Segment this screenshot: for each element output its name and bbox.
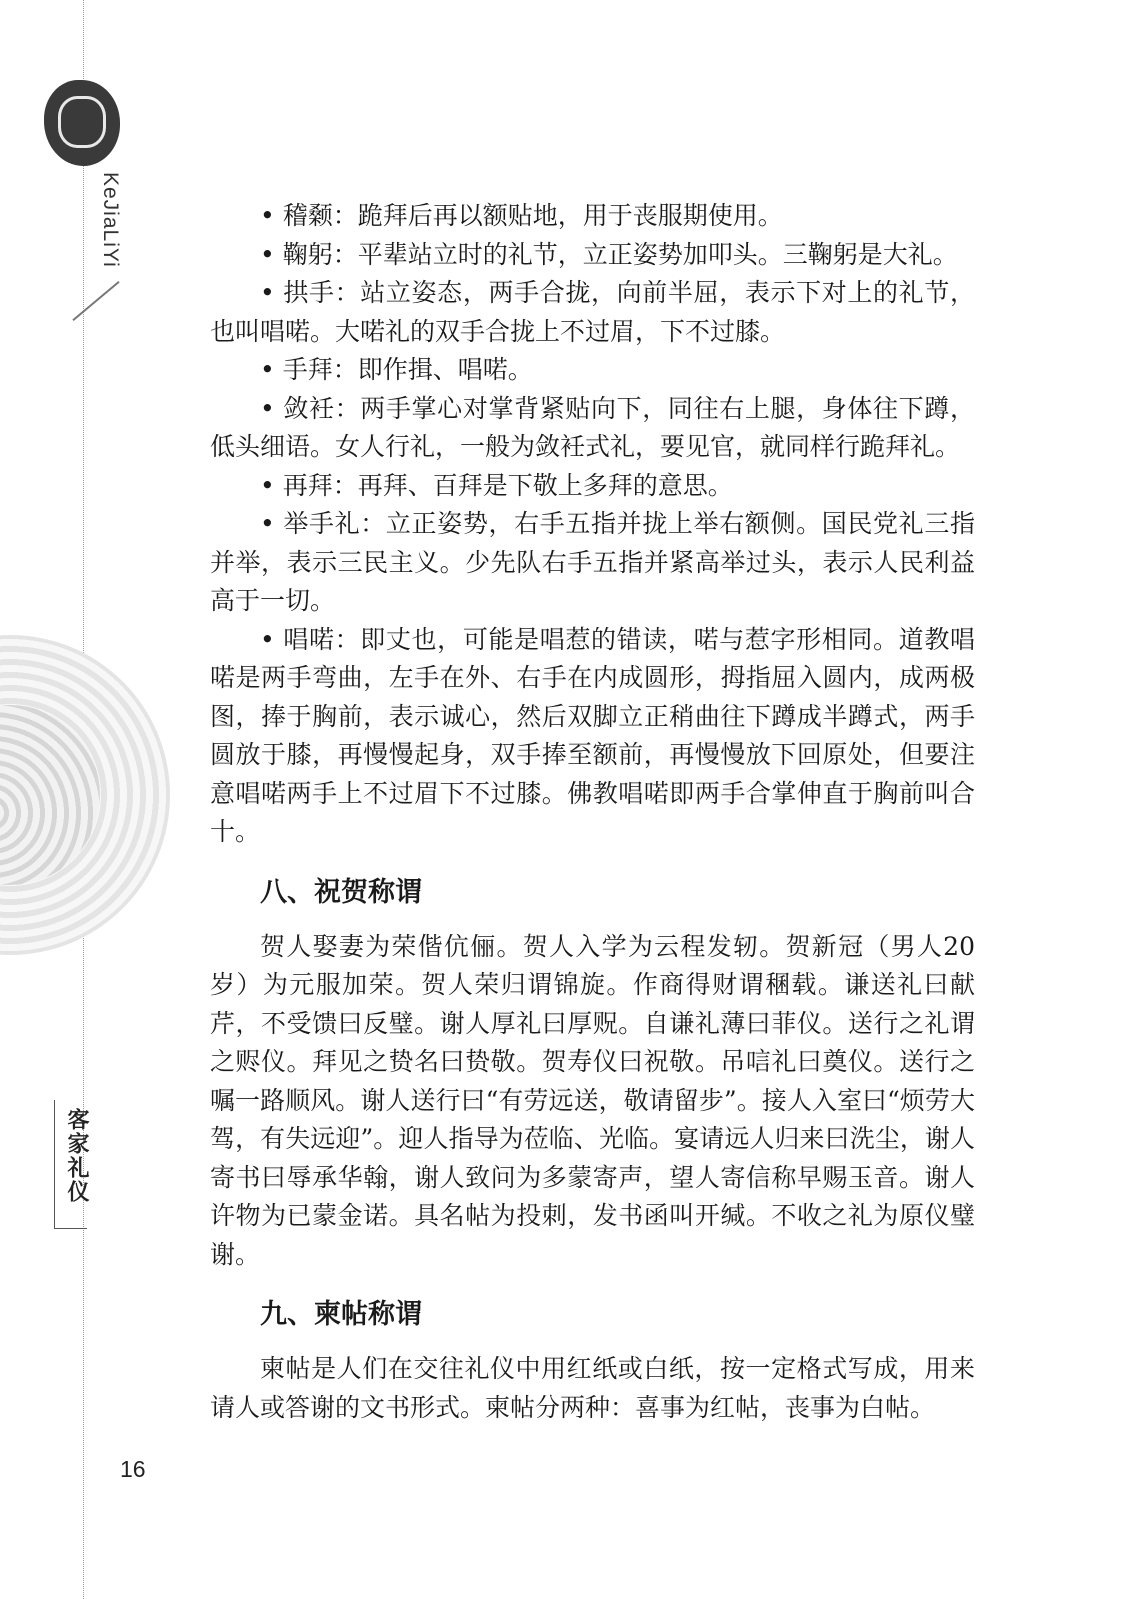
item-text: 即丈也，可能是唱惹的错读，喏与惹字形相同。道教唱喏是两手弯曲，左手在外、右手在内成圆形，拇指屈入圆内，成两极图，捧于胸前，表示诚心，然后双脚立正稍曲往下蹲成半蹲式，两手圆放于膝，再慢慢起身，双手捧至额前，再慢慢放下回原处，但要注意唱喏两手上不过眉下不过膝。佛教唱喏即两手合掌伸直于胸前叫合十。 xyxy=(210,624,975,846)
item-term: 再拜 xyxy=(282,470,333,500)
romanized-title: KeJiaLiYi xyxy=(99,172,122,268)
list-item: • 举手礼：立正姿势，右手五指并拢上举右额侧。国民党礼三指并举，表示三民主义。少先队右手五指并紧高举过头，表示人民利益高于一切。 xyxy=(210,509,975,615)
paragraph: 贺人娶妻为荣偕伉俪。贺人入学为云程发轫。贺新冠（男人20岁）为元服加荣。贺人荣归谓锦旋。作商得财谓稛载。谦送礼曰献芹，不受馈曰反璧。谢人厚礼曰厚贶。自谦礼薄曰菲仪。送行之礼谓之赆仪。拜见之贽名曰贽敬。贺寿仪曰祝敬。吊唁礼曰奠仪。送行之嘱一路顺风。谢人送行曰“有劳远送，敬请留步”。接人入室曰“烦劳大驾，有失远迎”。迎人指导为莅临、光临。宴请远人归来曰洗尘，谢人寄书曰辱承华翰，谢人致问为多蒙寄声，望人寄信称早赐玉音。谢人许物为已蒙金诺。具名帖为投刺，发书函叫开缄。不收之礼为原仪璧谢。 xyxy=(210,931,975,1269)
item-term: 举手礼 xyxy=(283,509,361,538)
item-term: 鞠躬 xyxy=(282,239,333,269)
item-text: 平辈站立时的礼节，立正姿势加叩头。三鞠躬是大礼。 xyxy=(357,239,958,269)
item-text: 立正姿势，右手五指并拢上举右额侧。国民党礼三指并举，表示三民主义。少先队右手五指并紧高举过头，表示人民利益高于一切。 xyxy=(210,509,975,615)
list-item: • 手拜：即作揖、唱喏。 xyxy=(260,355,533,384)
list-item: • 鞠躬：平辈站立时的礼节，立正姿势加叩头。三鞠躬是大礼。 xyxy=(260,239,958,269)
list-item: • 稽颡：跪拜后再以额贴地，用于丧服期使用。 xyxy=(260,201,783,230)
section-heading: 九、柬帖称谓 xyxy=(260,1299,422,1329)
item-text: 站立姿态，两手合拢，向前半屈，表示下对上的礼节，也叫唱喏。大喏礼的双手合拢上不过眉，下不过膝。 xyxy=(210,278,975,346)
paragraph: 柬帖是人们在交往礼仪中用红纸或白纸，按一定格式写成，用来请人或答谢的文书形式。柬帖分两种：喜事为红帖，丧事为白帖。 xyxy=(210,1354,975,1422)
main-text xyxy=(210,197,975,1427)
item-term: 敛衽 xyxy=(283,393,335,423)
page-number: 16 xyxy=(120,1456,146,1482)
item-term: 稽颡 xyxy=(282,201,333,230)
list-item: • 拱手：站立姿态，两手合拢，向前半屈，表示下对上的礼节，也叫唱喏。大喏礼的双手合拢上不过眉，下不过膝。 xyxy=(210,278,975,346)
book-title: 客家礼仪 xyxy=(65,1108,90,1204)
item-term: 手拜 xyxy=(282,355,333,384)
list-item: • 敛衽：两手掌心对掌背紧贴向下，同往右上腿，身体往下蹲，低头细语。女人行礼，一般为敛衽式礼，要见官，就同样行跪拜礼。 xyxy=(210,393,975,461)
item-text: 即作揖、唱喏。 xyxy=(357,355,533,384)
decorative-slash xyxy=(72,281,119,321)
decorative-ornament xyxy=(0,635,170,955)
list-item: • 唱喏：即丈也，可能是唱惹的错读，喏与惹字形相同。道教唱喏是两手弯曲，左手在外、右手在内成圆形，拇指屈入圆内，成两极图，捧于胸前，表示诚心，然后双脚立正稍曲往下蹲成半蹲式，两手圆放于膝，再慢慢起身，双手捧至额前，再慢慢放下回原处，但要注意唱喏两手上不过眉下不过膝。佛教唱喏即两手合掌伸直于胸前叫合十。 xyxy=(210,624,975,846)
list-item: • 再拜：再拜、百拜是下敬上多拜的意思。 xyxy=(260,470,733,500)
item-text: 两手掌心对掌背紧贴向下，同往右上腿，身体往下蹲，低头细语。女人行礼，一般为敛衽式礼，要见官，就同样行跪拜礼。 xyxy=(210,393,975,461)
item-term: 拱手 xyxy=(283,278,335,307)
item-term: 唱喏 xyxy=(283,624,335,654)
item-text: 跪拜后再以额贴地，用于丧服期使用。 xyxy=(357,201,783,230)
item-text: 再拜、百拜是下敬上多拜的意思。 xyxy=(357,470,733,500)
seal-mark xyxy=(58,96,106,148)
ornament-inner xyxy=(0,705,100,885)
section-heading: 八、祝贺称谓 xyxy=(260,876,422,907)
seal-logo xyxy=(44,80,120,166)
